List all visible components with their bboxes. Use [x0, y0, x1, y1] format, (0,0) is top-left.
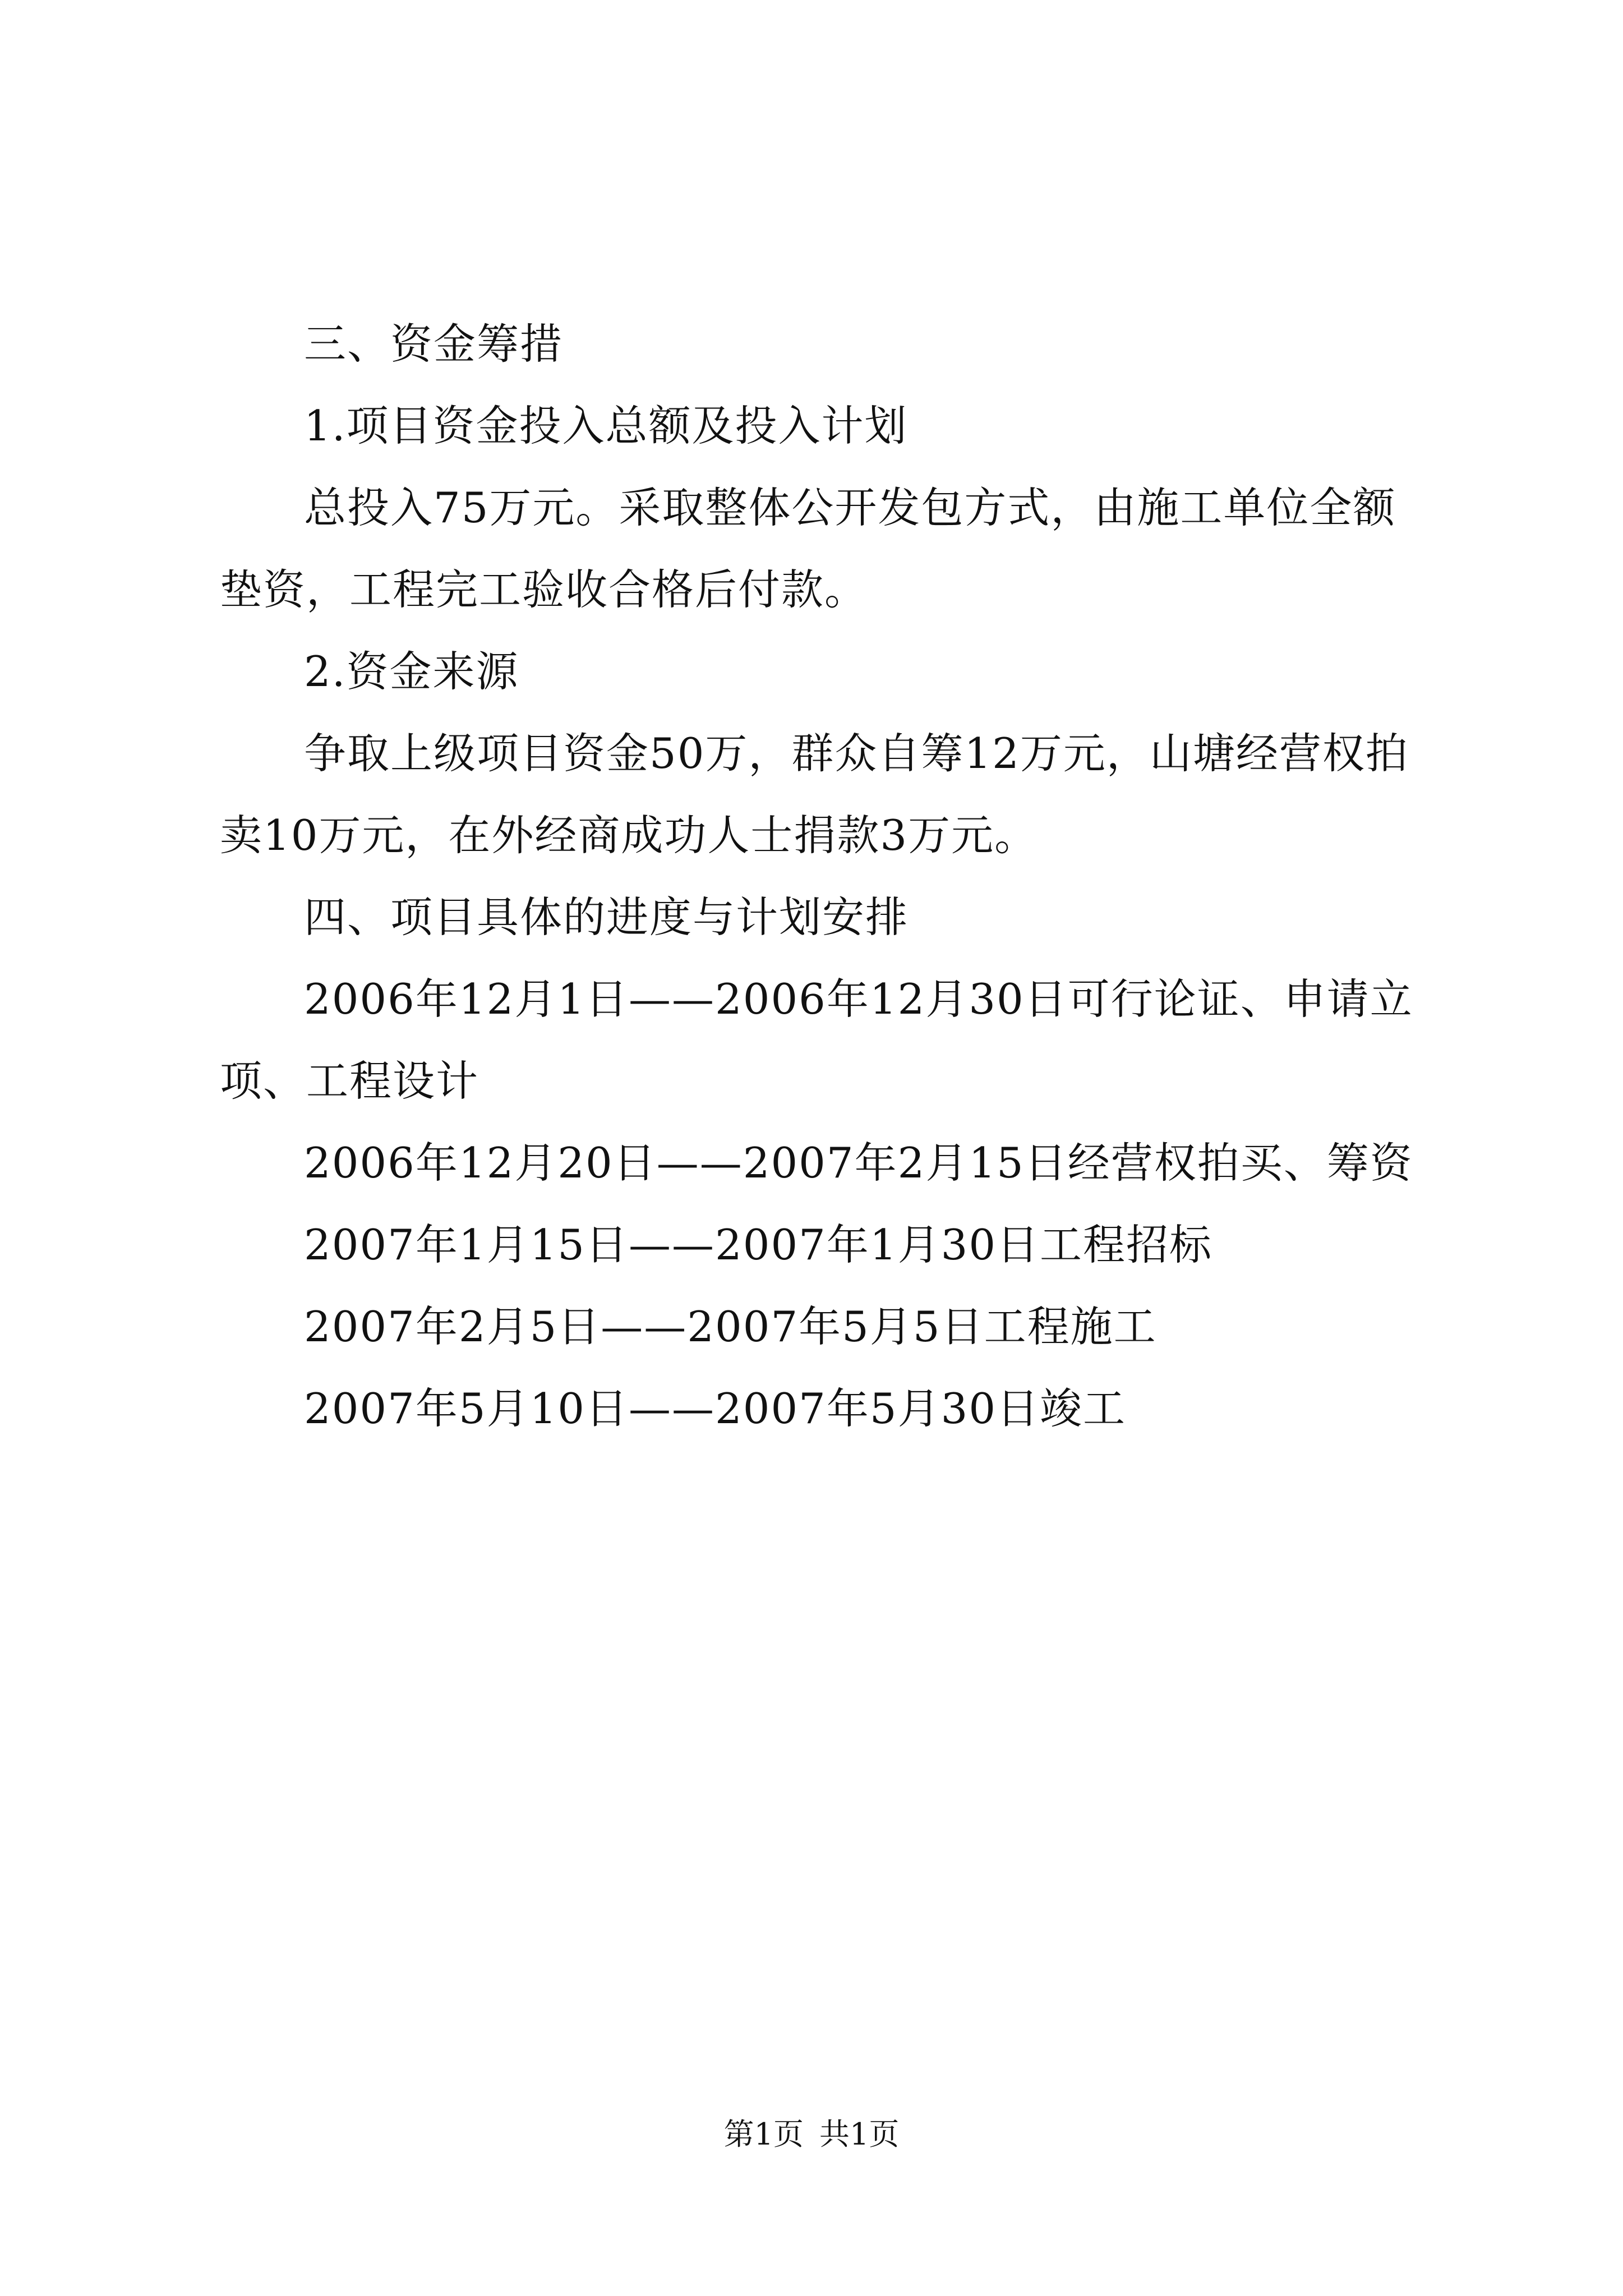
- section-heading-funding: 三、资金筹措: [304, 319, 564, 369]
- paragraph-investment-plan: 总投入75万元。采取整体公开发包方式，由施工单位全额垫资，工程完工验收合格后付款。: [220, 483, 1396, 614]
- page-total: 共1页: [819, 2116, 900, 2152]
- schedule-item: 2007年2月5日——2007年5月5日工程施工: [304, 1302, 1157, 1351]
- subheading-investment-plan: 1.项目资金投入总额及投入计划: [304, 401, 908, 450]
- schedule-item: 2006年12月1日——2006年12月30日可行论证、申请立项、工程设计: [220, 974, 1413, 1106]
- page-footer: [0, 2115, 1623, 2154]
- section-heading-schedule: 四、项目具体的进度与计划安排: [304, 892, 909, 942]
- schedule-item: 2007年5月10日——2007年5月30日竣工: [304, 1384, 1127, 1433]
- page-number: 第1页: [723, 2116, 804, 2152]
- document-body: [220, 303, 1431, 1450]
- schedule-item: 2007年1月15日——2007年1月30日工程招标: [304, 1220, 1213, 1269]
- subheading-funding-source: 2.资金来源: [304, 647, 519, 696]
- paragraph-funding-source: 争取上级项目资金50万，群众自筹12万元，山塘经营权拍卖10万元，在外经商成功人士捐款3万元。: [220, 729, 1409, 860]
- schedule-item: 2006年12月20日——2007年2月15日经营权拍买、筹资: [304, 1138, 1413, 1188]
